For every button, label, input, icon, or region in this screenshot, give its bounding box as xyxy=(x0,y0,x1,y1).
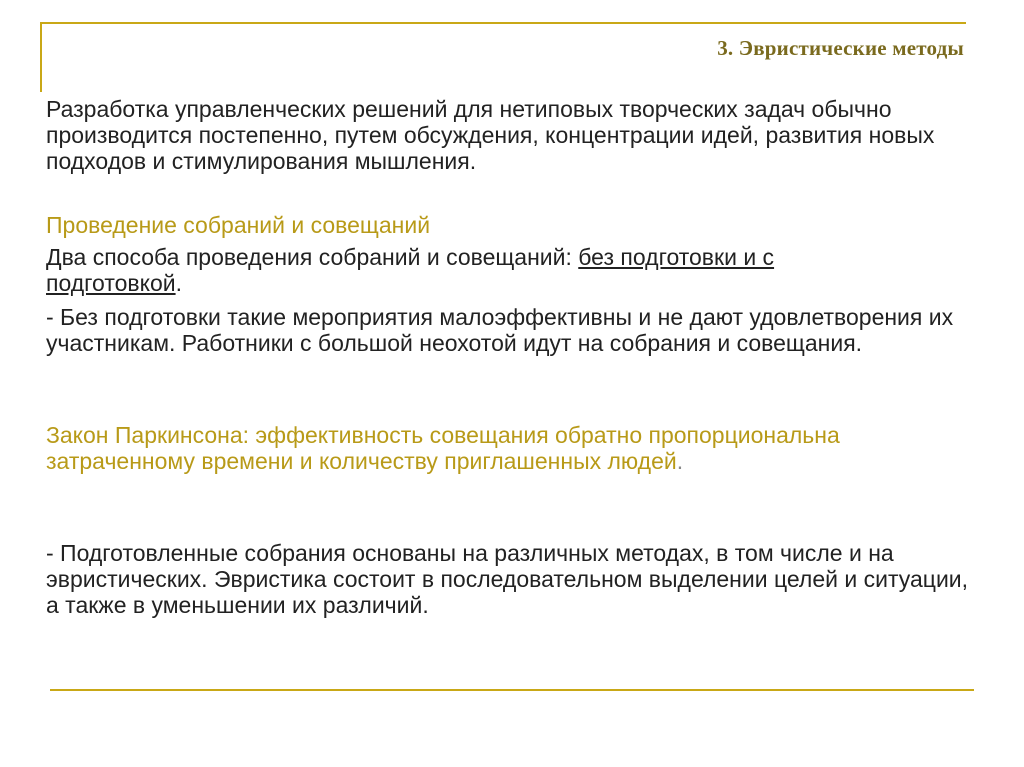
two-ways-suffix: . xyxy=(175,270,182,296)
no-prep-paragraph: - Без подготовки такие мероприятия малоэффективны и не дают удовлетворения их участникам. Работники с большой неохотой идут на собрания и совещания. xyxy=(46,304,954,356)
parkinson-law-period: . xyxy=(676,448,684,474)
decorative-top-line xyxy=(40,22,966,24)
two-ways-paragraph xyxy=(46,244,976,296)
parkinson-law-text: Закон Паркинсона: эффективность совещания обратно пропорциональна затраченному времени и количеству приглашенных людей xyxy=(46,422,840,474)
slide-title: 3. Эвристические методы xyxy=(717,36,964,60)
two-ways-prefix: Два способа проведения собраний и совещаний: xyxy=(46,244,579,270)
two-ways-underlined-1: без подготовки и с xyxy=(578,244,775,270)
decorative-bottom-line xyxy=(50,689,974,691)
prepared-meetings-paragraph: - Подготовленные собрания основаны на различных методах, в том числе и на эвристических. Эвристика состоит в последовательном выделении целей и ситуации, а также в уменьшении их различий. xyxy=(46,540,969,618)
decorative-vertical-line xyxy=(40,22,42,92)
parkinson-law-paragraph xyxy=(46,422,976,474)
two-ways-underlined-2: подготовкой xyxy=(46,270,176,296)
meetings-heading: Проведение собраний и совещаний xyxy=(46,212,431,238)
intro-paragraph: Разработка управленческих решений для нетиповых творческих задач обычно производится постепенно, путем обсуждения, концентрации идей, развития новых подходов и стимулирования мышления. xyxy=(46,96,935,174)
